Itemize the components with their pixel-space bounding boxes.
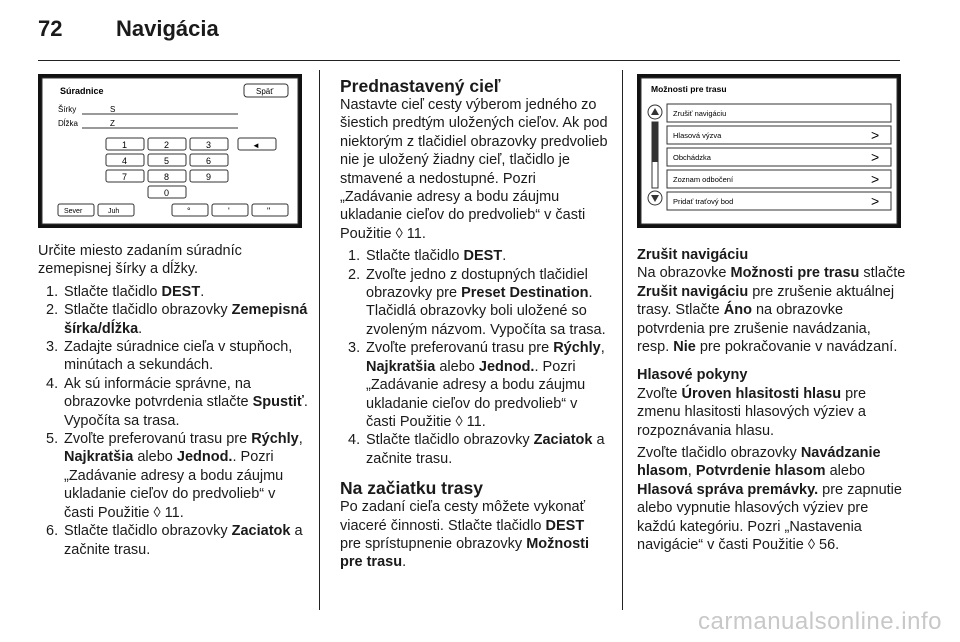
col1-intro: Určite miesto zadaním súradníc zemepisnej šírky a dĺžky. — [38, 243, 242, 278]
route-option-cancel-label: Zrušiť navigáciu — [673, 109, 727, 118]
key-3-label: 3 — [206, 140, 212, 150]
figure-route-options-screen — [637, 74, 901, 228]
backspace-icon: ◄ — [252, 141, 260, 150]
key-8-label: 8 — [164, 172, 170, 182]
col2-para2: Po zadaní cieľa cesty môžete vykonať viaceré činnosti. Stlačte tlačidlo DEST pre sprístupnenie obrazovky Možnosti pre trasu. — [340, 499, 590, 571]
column-divider-1 — [319, 70, 320, 610]
header-rule — [38, 60, 900, 61]
key-7-label: 7 — [122, 172, 128, 182]
col2-steps — [340, 247, 608, 468]
route-option-waypoint-label: Pridať traťový bod — [673, 197, 734, 206]
column-1 — [38, 242, 308, 559]
col2-step: 4. Stlačte tlačidlo obrazovky Zaciatok a začnite trasu. — [348, 432, 605, 467]
chevron-right-icon: > — [871, 193, 880, 209]
column-2 — [340, 76, 608, 572]
degree-key-label: ° — [187, 206, 191, 216]
key-5-label: 5 — [164, 156, 170, 166]
back-button-label: Späť — [256, 87, 274, 96]
col2-para1: Nastavte cieľ cesty výberom jedného zo šiestich predtým uložených cieľov. Ak pod niektorým z tlačidiel obrazovky predvolieb nie je uložený žiadny cieľ, tlačidlo je stmavené a nedostupné. Pozri „Zadávanie adresy a bodu záujmu ukladanie cieľov do predvolieb“ v časti Použitie ◊ 11. — [340, 97, 608, 242]
chevron-right-icon: > — [871, 171, 880, 187]
col1-step: 3. Zadajte súradnice cieľa v stupňoch, minútach a sekundách. — [46, 339, 293, 374]
route-option-voice-label: Hlasová výzva — [673, 131, 722, 140]
col1-steps — [38, 283, 308, 559]
lon-label: Dĺžka — [58, 119, 79, 128]
col2-step: 2. Zvoľte jedno z dostupných tlačidiel obrazovky pre Preset Destination. Tlačidlá obrazovky boli uložené so zvoleným názvom. Vypočíta sa trasa. — [348, 266, 606, 338]
col1-step: 4. Ak sú informácie správne, na obrazovke potvrdenia stlačte Spustiť. Vypočíta sa trasa. — [46, 375, 308, 429]
subheading-cancel-nav: Zrušit navigáciu — [637, 247, 749, 263]
page-title: Navigácia — [116, 16, 219, 41]
page-number: 72 — [38, 16, 63, 41]
heading-preset-destination: Prednastavený cieľ — [340, 76, 501, 96]
key-2-label: 2 — [164, 140, 170, 150]
key-1-label: 1 — [122, 140, 128, 150]
col1-step: 5. Zvoľte preferovanú trasu pre Rýchly, Najkratšia alebo Jednod.. Pozri „Zadávanie adresy a bodu záujmu ukladanie cieľov do predvolieb“ v časti Použitie ◊ 11. — [46, 431, 303, 521]
coordinates-screen — [38, 74, 302, 228]
column-3 — [637, 246, 907, 555]
key-9-label: 9 — [206, 172, 212, 182]
col3-para2: Zvoľte Úroven hlasitosti hlasu pre zmenu hlasitosti hlasových výziev a rozpoznávania hlasu. — [637, 385, 867, 439]
figure-coordinates-screen — [38, 74, 302, 228]
col3-para3: Zvoľte tlačidlo obrazovky Navádzanie hlasom, Potvrdenie hlasom alebo Hlasová správa premávky. pre zapnutie alebo vypnutie hlasových výziev pre každú kategóriu. Pozri „Nastavenia navigácie“ v časti Použitie ◊ 56. — [637, 445, 902, 554]
lat-label: Šírky — [58, 105, 77, 114]
lon-value: Z — [110, 119, 115, 128]
key-4-label: 4 — [122, 156, 128, 166]
chevron-right-icon: > — [871, 127, 880, 143]
minute-key[interactable] — [212, 204, 248, 216]
second-key-label: " — [267, 206, 271, 216]
route-option-detour-label: Obchádzka — [673, 153, 711, 162]
col2-step: 1. Stlačte tlačidlo DEST. — [348, 248, 507, 265]
col1-step: 2. Stlačte tlačidlo obrazovky Zemepisná šírka/dĺžka. — [46, 302, 308, 337]
scrollbar-thumb[interactable] — [652, 122, 658, 162]
col3-para1: Na obrazovke Možnosti pre trasu stlačte Zrušit navigáciu pre zrušenie aktuálnej trasy. Stlačte Áno na obrazovke potvrdenia pre zrušenie navádzania, resp. Nie pre pokračovanie v navádzaní. — [637, 265, 906, 356]
col1-step: 1. Stlačte tlačidlo DEST. — [46, 283, 205, 300]
subheading-voice-prompts: Hlasové pokyny — [637, 367, 748, 384]
route-screen-title: Možnosti pre trasu — [651, 84, 727, 94]
heading-route-start: Na začiatku trasy — [340, 478, 483, 499]
coord-screen-title: Súradnice — [60, 86, 104, 96]
south-button-label: Juh — [108, 208, 120, 215]
chevron-right-icon: > — [871, 149, 880, 165]
col1-step: 6. Stlačte tlačidlo obrazovky Zaciatok a začnite trasu. — [46, 523, 303, 558]
minute-key-label: ' — [228, 206, 230, 216]
key-0-label: 0 — [164, 188, 170, 198]
key-6-label: 6 — [206, 156, 212, 166]
column-divider-2 — [622, 70, 623, 610]
route-option-turn-list-label: Zoznam odbočení — [673, 175, 734, 184]
watermark: carmanualsonline.info — [698, 608, 942, 635]
route-options-screen — [637, 74, 901, 228]
north-button-label: Sever — [64, 208, 83, 215]
lat-value: S — [110, 105, 116, 114]
col2-step: 3. Zvoľte preferovanú trasu pre Rýchly, Najkratšia alebo Jednod.. Pozri „Zadávanie adresy a bodu záujmu ukladanie cieľov do predvolieb“ v časti Použitie ◊ 11. — [348, 340, 605, 430]
